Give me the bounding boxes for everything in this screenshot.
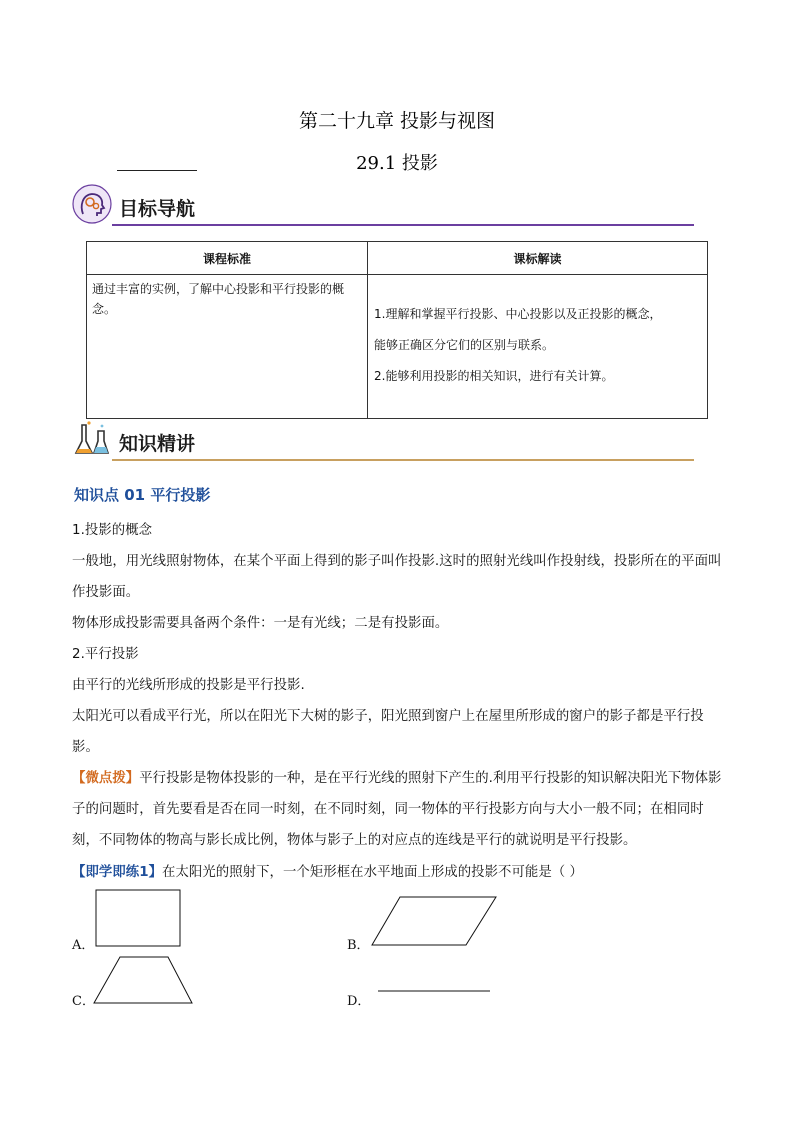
interpretation-line: 1.理解和掌握平行投影、中心投影以及正投影的概念， [374,307,662,321]
table-cell-interpretation [368,275,708,419]
tip-label: 【微点拨】 [72,771,140,786]
exercise-label: 【即学即练1】 [72,865,163,880]
table-header-cell: 课标解读 [368,242,708,275]
tip-text: 平行投影是物体投影的一种，是在平行光线的照射下产生的.利用平行投影的知识解决阳光下物体影子的问题时，首先要看是否在同一时刻，在不同时刻，同一物体的平行投影方向与大小一般不同；在相同时刻，不同物体的物高与影长成比例，物体与影子上的对应点的连线是平行的就说明是平行投影。 [72,771,722,848]
paragraph-parallel-definition: 由平行的光线所形成的投影是平行投影. [72,678,305,693]
paragraph-projection-definition: 一般地，用光线照射物体，在某个平面上得到的影子叫作投影.这时的照射光线叫作投射线，投影所在的平面叫作投影面。 [72,554,722,600]
paragraph-projection-concept-heading: 1.投影的概念 [72,523,153,538]
interpretation-line: 2.能够利用投影的相关知识，进行有关计算。 [374,369,614,383]
paragraph-projection-conditions: 物体形成投影需要具备两个条件：一是有光线；二是有投影面。 [72,616,449,631]
table-header-row [87,242,708,275]
option-c-label: C． [72,994,95,1009]
option-a-rectangle [94,888,184,948]
knowledge-banner-rule [112,459,694,461]
tip-paragraph [72,763,724,856]
banner-top-rule [117,170,197,171]
standards-table [86,241,708,419]
chapter-title: 第二十九章 投影与视图 [298,110,496,132]
table-row [87,275,708,419]
option-b-label: B． [347,938,370,953]
interpretation-line: 能够正确区分它们的区别与联系。 [374,338,555,352]
option-d-line-segment [376,988,496,994]
exercise-question: 在太阳光的照射下，一个矩形框在水平地面上形成的投影不可能是（ ） [162,865,583,880]
paragraph-parallel-heading: 2.平行投影 [72,647,139,662]
knowledge-banner [72,405,694,465]
option-c-trapezoid [92,955,196,1007]
table-cell-standard: 通过丰富的实例，了解中心投影和平行投影的概念。 [87,275,368,419]
goals-banner-label: 目标导航 [119,198,196,220]
head-gears-icon [72,184,112,224]
goals-banner-rule [112,224,694,226]
goals-banner [72,170,694,230]
lab-flasks-icon [72,419,112,459]
knowledge-point-heading: 知识点 01 平行投影 [74,486,211,504]
knowledge-banner-label: 知识精讲 [119,433,196,455]
exercise-paragraph [72,857,724,888]
option-a-label: A． [72,938,95,953]
option-d-label: D． [347,994,371,1009]
option-b-parallelogram [370,895,500,947]
table-header-cell: 课程标准 [87,242,368,275]
section-title: 29.1 投影 [356,153,438,174]
paragraph-sunlight: 太阳光可以看成平行光，所以在阳光下大树的影子，阳光照到窗户上在屋里所形成的窗户的影子都是平行投影。 [72,709,704,755]
